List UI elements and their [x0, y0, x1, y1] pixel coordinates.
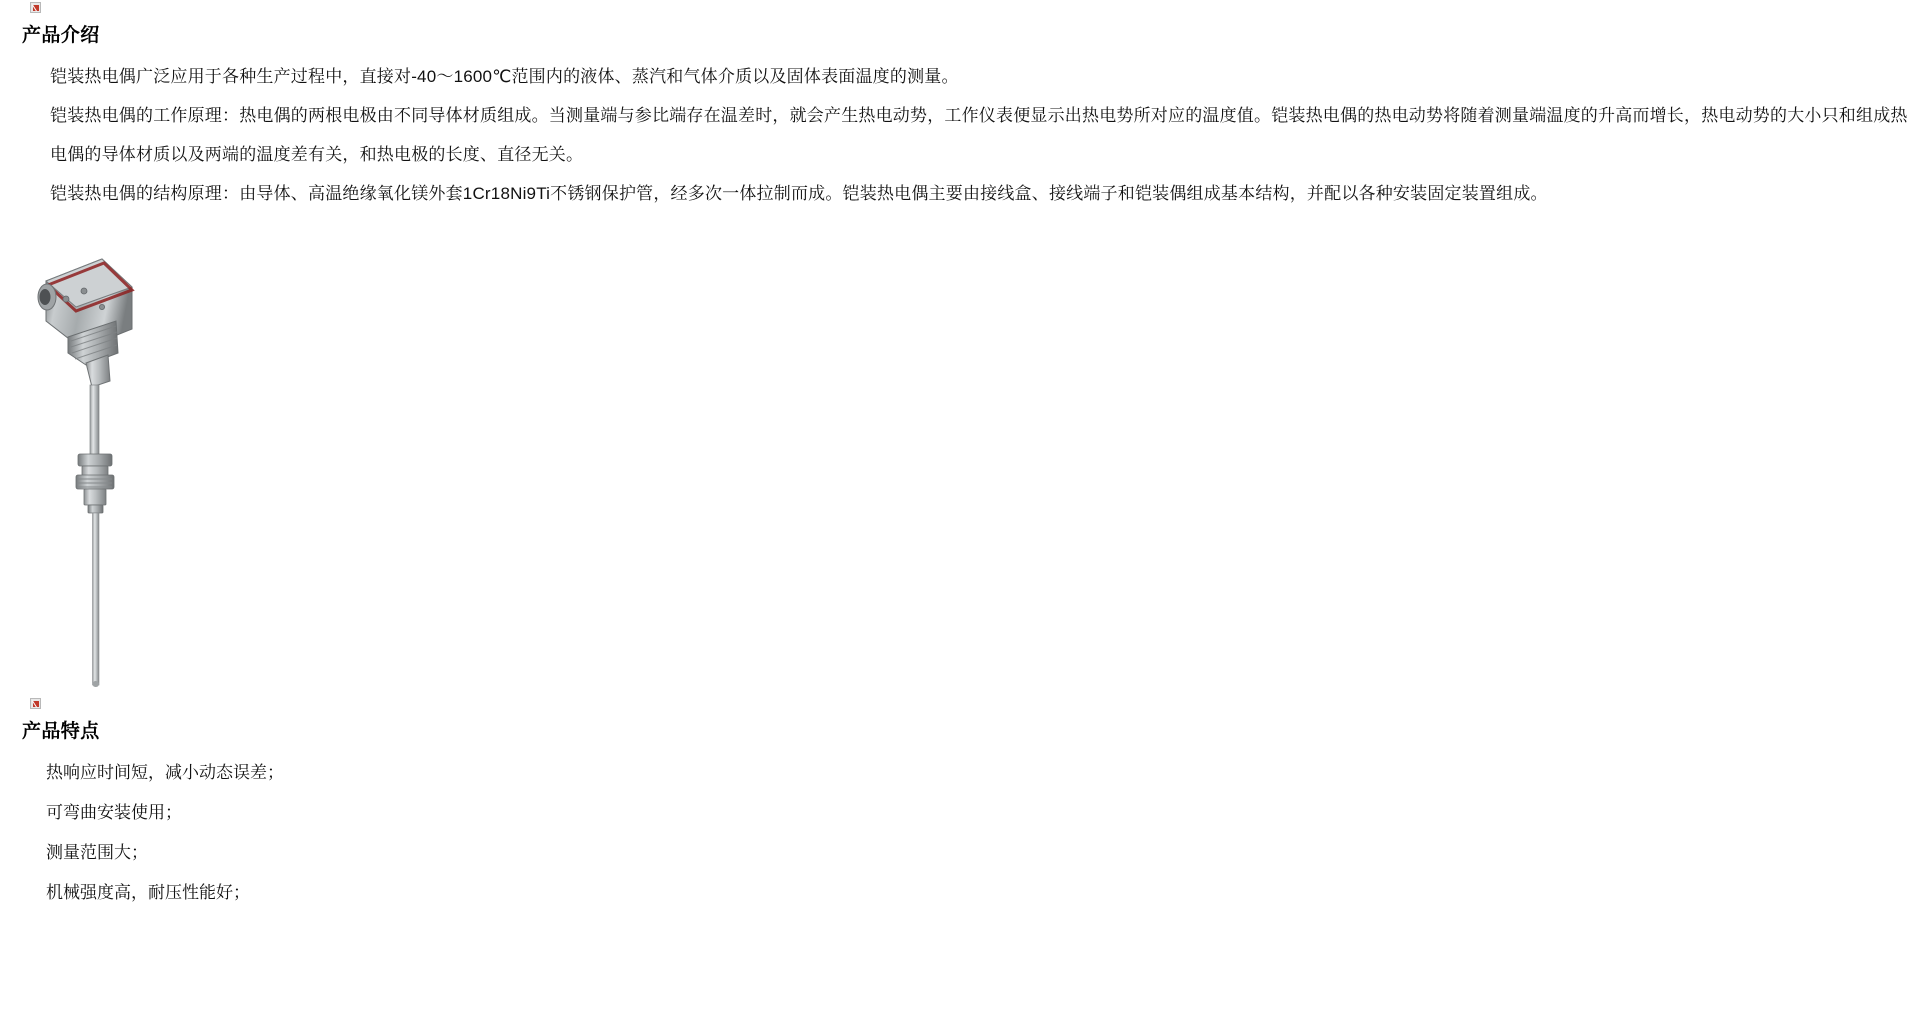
broken-image-icon [30, 2, 41, 13]
feature-item-1: 热响应时间短，减小动态误差； [46, 763, 284, 782]
section-title-intro: 产品介绍 [22, 25, 100, 46]
feature-item-4: 机械强度高，耐压性能好； [46, 883, 250, 902]
intro-paragraph-1: 铠装热电偶广泛应用于各种生产过程中，直接对-40～1600℃范围内的液体、蒸汽和气体介质以及固体表面温度的测量。 [50, 67, 959, 86]
broken-image-marker-bottom [0, 696, 1920, 712]
intro-paragraph-3: 铠装热电偶的结构原理：由导体、高温绝缘氧化镁外套1Cr18Ni9Ti不锈钢保护管，经多次一体拉制而成。铠装热电偶主要由接线盒、接线端子和铠装偶组成基本结构，并配以各种安装固定装置组成。 [50, 184, 1548, 203]
section-title-features: 产品特点 [22, 721, 100, 742]
product-figure [20, 241, 320, 696]
feature-item-3: 测量范围大； [46, 843, 148, 862]
broken-image-marker-top [0, 0, 1920, 16]
feature-item-2: 可弯曲安装使用； [46, 803, 182, 822]
thermocouple-illustration [20, 241, 320, 696]
intro-paragraph-2: 铠装热电偶的工作原理：热电偶的两根电极由不同导体材质组成。当测量端与参比端存在温差时，就会产生热电动势，工作仪表便显示出热电势所对应的温度值。铠装热电偶的热电动势将随着测量端温度的升高而增长，热电动势的大小只和组成热电偶的导体材质以及两端的温度差有关，和热电极的长度、直径无关。 [50, 106, 1908, 164]
broken-image-icon [30, 698, 41, 709]
